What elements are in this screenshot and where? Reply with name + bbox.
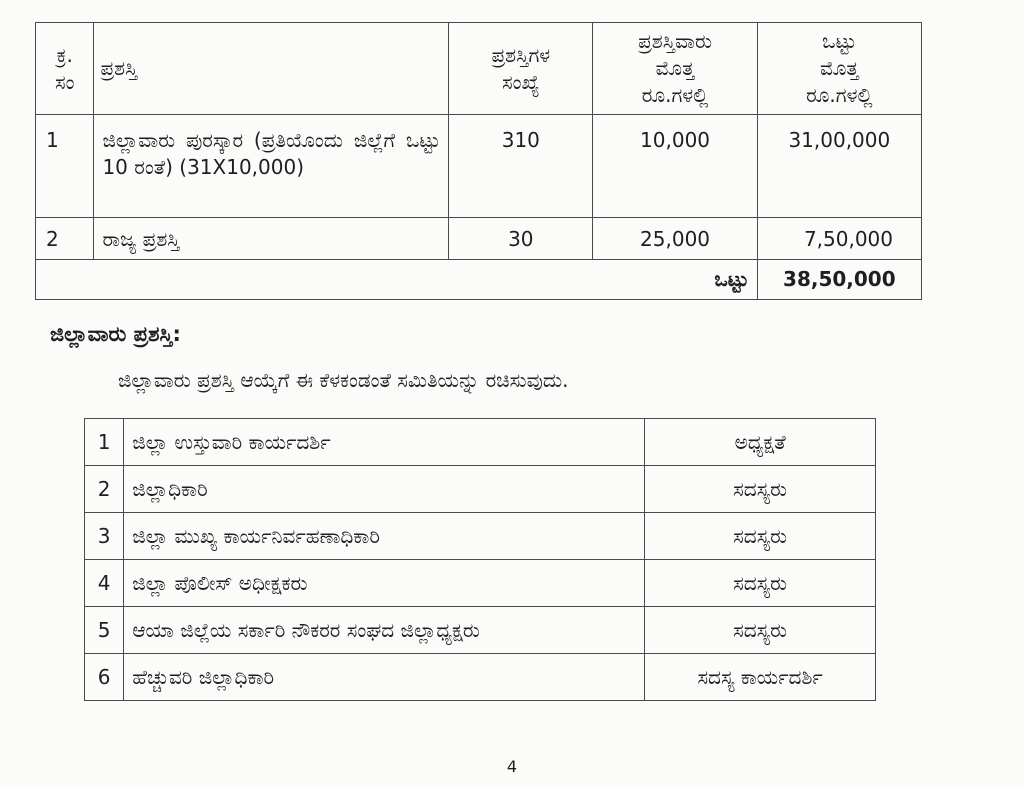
committee-serial-number: 2 [85, 466, 124, 513]
committee-row [85, 654, 876, 701]
award-total-row [36, 260, 922, 300]
committee-role: ಸದಸ್ಯರು [645, 607, 876, 654]
header-total-line-2: ಮೊತ್ತ [819, 56, 859, 80]
award-name: ರಾಜ್ಯ ಪ್ರಶಸ್ತಿ [94, 218, 449, 260]
total-label: ಒಟ್ಟು [36, 260, 758, 300]
committee-role: ಸದಸ್ಯರು [645, 560, 876, 607]
district-award-intro: ಜಿಲ್ಲಾವಾರು ಪ್ರಶಸ್ತಿ ಆಯ್ಕೆಗೆ ಈ ಕೆಳಕಂಡಂತೆ ಸಮಿತಿಯನ್ನು ರಚಿಸುವುದು. [118, 368, 569, 392]
award-total-amount: 7,50,000 [757, 218, 921, 260]
committee-member: ಜಿಲ್ಲಾ ಪೊಲೀಸ್ ಅಧೀಕ್ಷಕರು [124, 560, 645, 607]
header-award-count-line-2: ಸಂಖ್ಯೆ [502, 69, 540, 94]
committee-serial-number: 6 [85, 654, 124, 701]
committee-row [85, 513, 876, 560]
committee-member: ಜಿಲ್ಲಾಧಿಕಾರಿ [124, 466, 645, 513]
award-name: ಜಿಲ್ಲಾವಾರು ಪುರಸ್ಕಾರ (ಪ್ರತಿಯೊಂದು ಜಿಲ್ಲೆಗೆ ಒಟ್ಟು 10 ರಂತೆ) (31X10,000) [94, 115, 449, 218]
committee-row [85, 419, 876, 466]
award-serial-number: 1 [36, 115, 94, 218]
committee-member: ಜಿಲ್ಲಾ ಮುಖ್ಯ ಕಾರ್ಯನಿರ್ವಹಣಾಧಿಕಾರಿ [124, 513, 645, 560]
committee-serial-number: 3 [85, 513, 124, 560]
award-serial-number: 2 [36, 218, 94, 260]
committee-row [85, 560, 876, 607]
award-table [35, 22, 922, 300]
committee-row [85, 466, 876, 513]
committee-table-body [85, 419, 876, 701]
award-per-amount: 25,000 [593, 218, 757, 260]
header-total-amount [757, 23, 921, 115]
header-per-award-line-2: ಮೊತ್ತ [655, 56, 695, 80]
header-total-line-3: ರೂ.ಗಳಲ್ಲಿ [806, 83, 873, 107]
header-per-award-amount [593, 23, 757, 115]
award-total-amount: 31,00,000 [757, 115, 921, 218]
award-table-header-row [36, 23, 922, 115]
award-row-district [36, 115, 922, 218]
award-row-state [36, 218, 922, 260]
committee-table [84, 418, 876, 701]
committee-role: ಸದಸ್ಯರು [645, 513, 876, 560]
grand-total: 38,50,000 [757, 260, 921, 300]
committee-role: ಅಧ್ಯಕ್ಷತೆ [645, 419, 876, 466]
award-count: 310 [449, 115, 593, 218]
committee-serial-number: 4 [85, 560, 124, 607]
header-serial-number [36, 23, 94, 115]
header-per-award-line-3: ರೂ.ಗಳಲ್ಲಿ [641, 83, 709, 107]
page-number: 4 [506, 757, 518, 776]
committee-serial-number: 1 [85, 419, 124, 466]
committee-member: ಜಿಲ್ಲಾ ಉಸ್ತುವಾರಿ ಕಾರ್ಯದರ್ಶಿ [124, 419, 645, 466]
header-award: ಪ್ರಶಸ್ತಿ [94, 23, 449, 115]
committee-row [85, 607, 876, 654]
header-serial-number-line-2: ಸಂ [54, 69, 75, 94]
header-award-count [449, 23, 593, 115]
award-count: 30 [449, 218, 593, 260]
committee-member: ಆಯಾ ಜಿಲ್ಲೆಯ ಸರ್ಕಾರಿ ನೌಕರರ ಸಂಘದ ಜಿಲ್ಲಾಧ್ಯಕ್ಷರು [124, 607, 645, 654]
award-per-amount: 10,000 [593, 115, 757, 218]
district-award-heading: ಜಿಲ್ಲಾವಾರು ಪ್ರಶಸ್ತಿ: [50, 322, 181, 346]
committee-role: ಸದಸ್ಯ ಕಾರ್ಯದರ್ಶಿ [645, 654, 876, 701]
committee-member: ಹೆಚ್ಚುವರಿ ಜಿಲ್ಲಾಧಿಕಾರಿ [124, 654, 645, 701]
committee-role: ಸದಸ್ಯರು [645, 466, 876, 513]
header-per-award-line-1: ಪ್ರಶಸ್ತಿವಾರು [638, 29, 712, 53]
committee-serial-number: 5 [85, 607, 124, 654]
header-serial-number-line-1: ಕ್ರ. [56, 42, 73, 67]
header-award-count-line-1: ಪ್ರಶಸ್ತಿಗಳ [491, 42, 551, 67]
header-total-line-1: ಒಟ್ಟು [822, 29, 857, 53]
